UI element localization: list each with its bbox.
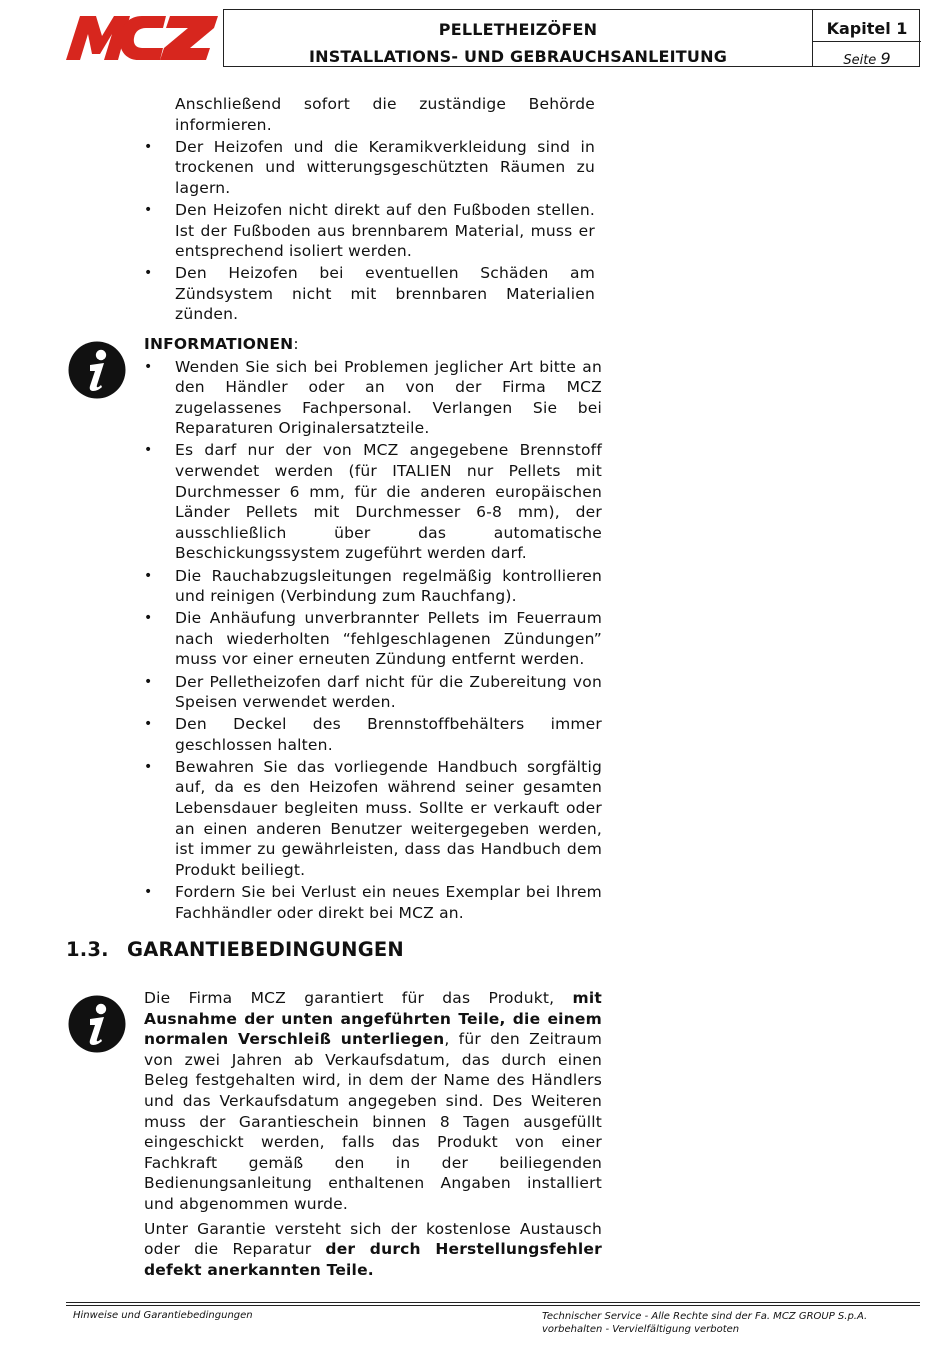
footer-left-text: Hinweise und Garantiebedingungen xyxy=(73,1310,253,1321)
list-item: • Die Rauchabzugsleitungen regelmäßig kontrollieren und reinigen (Verbindung zum Rauchfang). xyxy=(175,566,602,607)
chapter-label: Kapitel 1 xyxy=(826,19,908,38)
list-item: • Den Deckel des Brennstoffbehälters immer geschlossen halten. xyxy=(175,714,602,755)
top-bullet-list xyxy=(175,137,595,325)
warranty-text: Die Firma MCZ garantiert für das Produkt, xyxy=(144,989,573,1007)
section-title: GARANTIEBEDINGUNGEN xyxy=(127,938,404,961)
warranty-bold-text: der durch Herstellungsfehler defekt anerkannten Teile. xyxy=(144,1240,602,1279)
list-item: • Der Heizofen und die Keramikverkleidung sind in trockenen und witterungsgeschützten Räumen zu lagern. xyxy=(175,137,595,199)
list-item: • Fordern Sie bei Verlust ein neues Exemplar bei Ihrem Fachhändler oder direkt bei MCZ an. xyxy=(175,882,602,923)
section-heading xyxy=(66,938,404,961)
info-block xyxy=(144,334,602,925)
info-icon xyxy=(68,341,126,399)
page-indicator xyxy=(813,49,921,68)
header-title-line1: PELLETHEIZÖFEN xyxy=(438,20,598,39)
footer-rule xyxy=(66,1302,920,1303)
info-title: INFORMATIONEN xyxy=(144,335,294,353)
warranty-paragraph-2 xyxy=(144,1219,602,1281)
list-item: • Die Anhäufung unverbrannter Pellets im Feuerraum nach wiederholten “fehlgeschlagenen Zündungen” muss vor einer erneuten Zündung entfernt werden. xyxy=(175,608,602,670)
list-item: • Es darf nur der von MCZ angegebene Brennstoff verwendet werden (für ITALIEN nur Pellets mit Durchmesser 6 mm, für die anderen europäischen Länder Pellets mit Durchmesser 6-8 mm), der ausschließlich über das automatische Beschickungssystem zugeführt werden darf. xyxy=(175,440,602,564)
info-bullet-list xyxy=(175,357,602,924)
warranty-text: , für den Zeitraum von zwei Jahren ab Verkaufsdatum, das durch einen Beleg festgehalten wird, in dem der Name des Händlers und das Verkaufsdatum angegeben sind. Des Weiteren muss der Garantieschein binnen 8 Tagen ausgefüllt eingeschickt werden, falls das Produkt von einer Fachkraft gemäß den in der beiliegenden Bedienungsanleitung enthaltenen Angaben installiert und abgenommen wurde. xyxy=(144,1030,603,1213)
list-item: • Der Pelletheizofen darf nicht für die Zubereitung von Speisen verwendet werden. xyxy=(175,672,602,713)
list-item: • Den Heizofen nicht direkt auf den Fußboden stellen. Ist der Fußboden aus brennbarem Material, muss er entsprechend isoliert werden. xyxy=(175,200,595,262)
mcz-logo xyxy=(66,14,218,62)
warranty-bold-text: mit Ausnahme der unten angeführten Teile, die einem normalen Verschleiß unterliegen xyxy=(144,989,602,1049)
page-label: Seite xyxy=(843,53,877,68)
footer-right-text: Technischer Service - Alle Rechte sind der Fa. MCZ GROUP S.p.A. vorbehalten - Vervielfältigung verboten xyxy=(542,1311,868,1335)
info-title-suffix: : xyxy=(293,335,299,353)
warranty-text: Unter Garantie versteht sich der kostenlose Austausch oder die Reparatur xyxy=(144,1219,602,1259)
footer-rule xyxy=(66,1305,920,1306)
header-box xyxy=(223,9,920,67)
list-item: • Den Heizofen bei eventuellen Schäden am Zündsystem nicht mit brennbaren Materialien zünden. xyxy=(175,263,595,325)
warranty-paragraph-1 xyxy=(144,988,602,1215)
header-title-line2: INSTALLATIONS- UND GEBRAUCHSANLEITUNG xyxy=(308,47,728,66)
top-block xyxy=(175,94,595,327)
continuation-text: Anschließend sofort die zuständige Behörde informieren. xyxy=(175,95,595,134)
header-chapter-divider xyxy=(812,41,921,42)
section-number: 1.3. xyxy=(66,938,109,961)
warranty-block xyxy=(144,988,602,1284)
list-item: • Bewahren Sie das vorliegende Handbuch sorgfältig auf, da es den Heizofen während seiner gesamten Lebensdauer begleiten muss. Sollte er verkauft oder an einen anderen Benutzer weitergegeben werden, ist immer zu gewährleisten, dass das Handbuch dem Produkt beiliegt. xyxy=(175,757,602,881)
list-item: • Wenden Sie sich bei Problemen jeglicher Art bitte an den Händler oder an von der Firma MCZ zugelassenes Fachpersonal. Verlangen Sie bei Reparaturen Originalersatzteile. xyxy=(175,357,602,439)
page-number: 9 xyxy=(880,49,891,68)
info-icon xyxy=(68,995,126,1053)
